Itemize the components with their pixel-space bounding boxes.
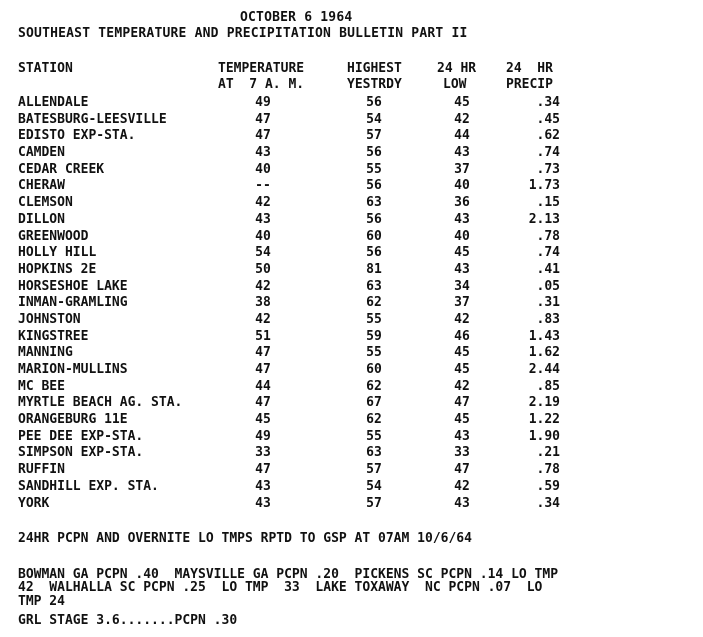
- highest-value: 56: [366, 95, 382, 110]
- station-name: CLEMSON: [18, 195, 73, 211]
- station-name: CHERAW: [18, 178, 65, 194]
- low-value: 43: [454, 495, 470, 511]
- precip-value: .21: [536, 445, 560, 461]
- table-row: [0, 295, 703, 312]
- highest-value: 56: [366, 211, 382, 227]
- highest-value: 60: [366, 228, 382, 244]
- temperature-value: 38: [255, 295, 271, 311]
- low-value: 47: [454, 395, 470, 411]
- station-name: BATESBURG-LEESVILLE: [18, 111, 167, 127]
- highest-value: 62: [366, 378, 382, 394]
- precip-value: .78: [536, 462, 560, 478]
- low-value: 43: [454, 261, 470, 277]
- precip-value: 2.13: [528, 211, 560, 227]
- temperature-value: 43: [255, 145, 271, 161]
- table-row: [0, 479, 703, 496]
- low-value: 46: [454, 328, 470, 344]
- low-value: 42: [454, 111, 470, 127]
- temperature-value: 47: [255, 462, 271, 478]
- bulletin-title: SOUTHEAST TEMPERATURE AND PRECIPITATION BULLETIN PART II: [18, 26, 468, 41]
- low-value: 45: [454, 95, 470, 110]
- precip-value: .85: [536, 378, 560, 394]
- low-value: 36: [454, 195, 470, 211]
- precip-value: .83: [536, 311, 560, 327]
- low-value: 45: [454, 345, 470, 361]
- station-name: CEDAR CREEK: [18, 161, 105, 177]
- precip-value: 1.62: [528, 345, 560, 361]
- footer-detail-line-2: 42 WALHALLA SC PCPN .25 LO TMP 33 LAKE TOXAWAY NC PCPN .07 LO: [18, 580, 543, 595]
- column-header-precip: 24 HR: [506, 61, 553, 76]
- low-value: 44: [454, 128, 470, 144]
- column-header-low: 24 HR: [437, 61, 477, 76]
- low-value: 45: [454, 362, 470, 377]
- bulletin-date: OCTOBER 6 1964: [240, 10, 353, 25]
- station-name: YORK: [18, 495, 50, 511]
- column-header-low-sub: LOW: [443, 77, 467, 92]
- low-value: 45: [454, 245, 470, 261]
- precip-value: 2.19: [528, 395, 560, 411]
- footer-detail-line-1: BOWMAN GA PCPN .40 MAYSVILLE GA PCPN .20 PICKENS SC PCPN .14 LO TMP: [18, 567, 559, 582]
- temperature-value: 49: [255, 428, 271, 444]
- table-row: [0, 95, 703, 112]
- table-row: [0, 178, 703, 195]
- temperature-value: 43: [255, 495, 271, 511]
- precip-value: .15: [536, 195, 560, 211]
- precip-value: .34: [536, 95, 560, 110]
- precip-value: 1.43: [528, 328, 560, 344]
- low-value: 34: [454, 278, 470, 294]
- highest-value: 55: [366, 311, 382, 327]
- table-row: [0, 212, 703, 229]
- table-row: [0, 379, 703, 396]
- highest-value: 56: [366, 245, 382, 261]
- low-value: 33: [454, 445, 470, 461]
- low-value: 42: [454, 378, 470, 394]
- temperature-value: 40: [255, 228, 271, 244]
- temperature-value: 33: [255, 445, 271, 461]
- temperature-value: 47: [255, 345, 271, 361]
- temperature-value: 47: [255, 362, 271, 377]
- column-header-temperature-sub: AT 7 A. M.: [218, 77, 305, 92]
- highest-value: 55: [366, 428, 382, 444]
- temperature-value: 42: [255, 311, 271, 327]
- precip-value: .59: [536, 478, 560, 494]
- highest-value: 63: [366, 445, 382, 461]
- highest-value: 62: [366, 412, 382, 428]
- table-row: [0, 145, 703, 162]
- table-row: [0, 245, 703, 262]
- highest-value: 63: [366, 278, 382, 294]
- low-value: 45: [454, 412, 470, 428]
- highest-value: 56: [366, 178, 382, 194]
- low-value: 42: [454, 478, 470, 494]
- temperature-value: 42: [255, 195, 271, 211]
- table-row: [0, 195, 703, 212]
- low-value: 43: [454, 145, 470, 161]
- station-name: HOPKINS 2E: [18, 261, 97, 277]
- table-row: [0, 395, 703, 412]
- highest-value: 81: [366, 261, 382, 277]
- table-row: [0, 262, 703, 279]
- highest-value: 63: [366, 195, 382, 211]
- precip-value: 1.73: [528, 178, 560, 194]
- highest-value: 54: [366, 111, 382, 127]
- precip-value: .45: [536, 111, 560, 127]
- highest-value: 55: [366, 161, 382, 177]
- column-header-highest: HIGHEST: [347, 61, 402, 76]
- station-name: HORSESHOE LAKE: [18, 278, 128, 294]
- station-name: HOLLY HILL: [18, 245, 97, 261]
- precip-value: .74: [536, 145, 560, 161]
- station-name: GREENWOOD: [18, 228, 89, 244]
- low-value: 40: [454, 178, 470, 194]
- highest-value: 60: [366, 362, 382, 377]
- highest-value: 57: [366, 128, 382, 144]
- highest-value: 55: [366, 345, 382, 361]
- precip-value: .05: [536, 278, 560, 294]
- table-row: [0, 362, 703, 379]
- table-row: [0, 496, 703, 513]
- highest-value: 67: [366, 395, 382, 411]
- station-name: DILLON: [18, 211, 65, 227]
- temperature-value: 40: [255, 161, 271, 177]
- station-name: ORANGEBURG 11E: [18, 412, 128, 428]
- highest-value: 57: [366, 495, 382, 511]
- table-row: [0, 229, 703, 246]
- station-name: MANNING: [18, 345, 73, 361]
- station-name: EDISTO EXP-STA.: [18, 128, 136, 144]
- precip-value: 1.90: [528, 428, 560, 444]
- station-name: JOHNSTON: [18, 311, 81, 327]
- temperature-value: 51: [255, 328, 271, 344]
- station-name: SIMPSON EXP-STA.: [18, 445, 144, 461]
- table-row: [0, 279, 703, 296]
- table-row: [0, 112, 703, 129]
- temperature-value: 47: [255, 111, 271, 127]
- low-value: 37: [454, 161, 470, 177]
- precip-value: .78: [536, 228, 560, 244]
- temperature-value: 49: [255, 95, 271, 110]
- temperature-value: --: [255, 178, 271, 194]
- table-row: [0, 312, 703, 329]
- column-header-temperature: TEMPERATURE: [218, 61, 305, 76]
- temperature-value: 47: [255, 128, 271, 144]
- precip-value: 1.22: [528, 412, 560, 428]
- temperature-value: 54: [255, 245, 271, 261]
- footer-detail-line-3: TMP 24: [18, 594, 65, 609]
- table-row: [0, 128, 703, 145]
- low-value: 43: [454, 211, 470, 227]
- table-row: [0, 412, 703, 429]
- station-name: SANDHILL EXP. STA.: [18, 478, 159, 494]
- station-table: [0, 95, 703, 512]
- station-name: KINGSTREE: [18, 328, 89, 344]
- low-value: 40: [454, 228, 470, 244]
- low-value: 43: [454, 428, 470, 444]
- temperature-value: 44: [255, 378, 271, 394]
- table-row: [0, 162, 703, 179]
- precip-value: .41: [536, 261, 560, 277]
- low-value: 47: [454, 462, 470, 478]
- temperature-value: 43: [255, 211, 271, 227]
- temperature-value: 43: [255, 478, 271, 494]
- table-row: [0, 445, 703, 462]
- column-header-station: STATION: [18, 61, 73, 76]
- station-name: MARION-MULLINS: [18, 362, 128, 377]
- precip-value: .34: [536, 495, 560, 511]
- station-name: RUFFIN: [18, 462, 65, 478]
- precip-value: .62: [536, 128, 560, 144]
- temperature-value: 42: [255, 278, 271, 294]
- station-name: MC BEE: [18, 378, 65, 394]
- footer-stage-line: GRL STAGE 3.6.......PCPN .30: [18, 613, 238, 628]
- temperature-value: 50: [255, 261, 271, 277]
- highest-value: 57: [366, 462, 382, 478]
- station-name: INMAN-GRAMLING: [18, 295, 128, 311]
- column-header-highest-sub: YESTRDY: [347, 77, 402, 92]
- precip-value: .31: [536, 295, 560, 311]
- highest-value: 56: [366, 145, 382, 161]
- footer-report-line: 24HR PCPN AND OVERNITE LO TMPS RPTD TO GSP AT 07AM 10/6/64: [18, 531, 472, 546]
- column-header-precip-sub: PRECIP: [506, 77, 553, 92]
- station-name: MYRTLE BEACH AG. STA.: [18, 395, 183, 411]
- table-row: [0, 462, 703, 479]
- station-name: PEE DEE EXP-STA.: [18, 428, 144, 444]
- highest-value: 54: [366, 478, 382, 494]
- low-value: 42: [454, 311, 470, 327]
- table-row: [0, 345, 703, 362]
- precip-value: .73: [536, 161, 560, 177]
- highest-value: 59: [366, 328, 382, 344]
- station-name: ALLENDALE: [18, 95, 89, 110]
- table-row: [0, 429, 703, 446]
- low-value: 37: [454, 295, 470, 311]
- table-row: [0, 329, 703, 346]
- precip-value: 2.44: [528, 362, 560, 377]
- precip-value: .74: [536, 245, 560, 261]
- temperature-value: 45: [255, 412, 271, 428]
- temperature-value: 47: [255, 395, 271, 411]
- highest-value: 62: [366, 295, 382, 311]
- station-name: CAMDEN: [18, 145, 65, 161]
